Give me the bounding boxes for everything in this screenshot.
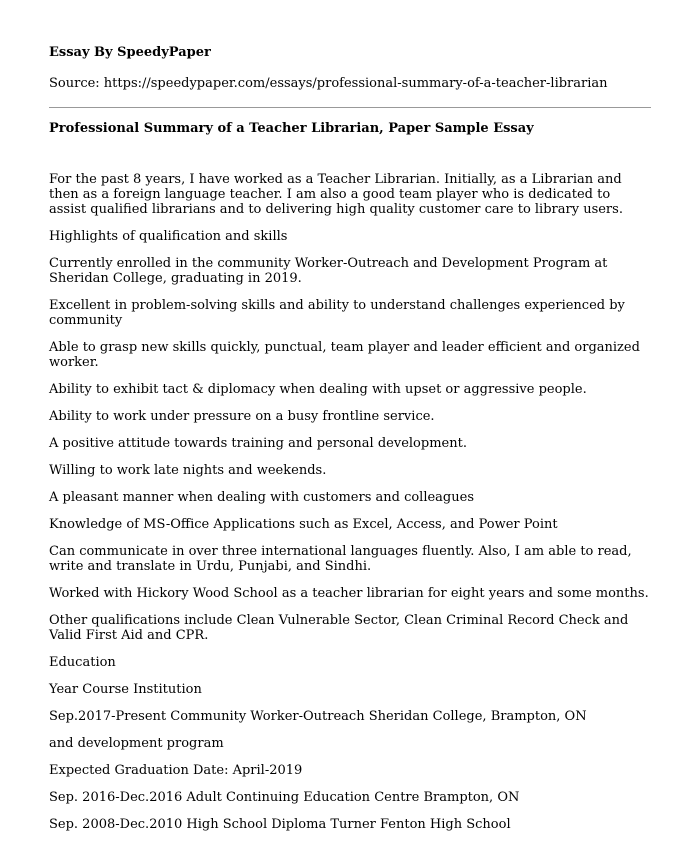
paragraph: Can communicate in over three international languages fluently. Also, I am able to read, write and translate in Urdu, Punjabi, and Sindhi. [49,544,632,574]
paragraph: A positive attitude towards training and personal development. [49,436,467,451]
education-row: Sep.2017-Present Community Worker-Outreach Sheridan College, Brampton, ON [49,709,587,724]
paragraph: Willing to work late nights and weekends. [49,463,327,478]
paragraph: Ability to work under pressure on a busy frontline service. [49,409,435,424]
essay-body [49,172,651,832]
paragraph: Able to grasp new skills quickly, punctual, team player and leader efficient and organized worker. [49,340,640,370]
paragraph-intro: For the past 8 years, I have worked as a Teacher Librarian. Initially, as a Librarian and then as a foreign language teacher. I am also a good team player who is dedicated to assist qualified librarians and to delivering high quality customer care to library users. [49,172,623,217]
header-divider [49,107,651,108]
essay-by-label: Essay By SpeedyPaper [49,45,211,60]
essay-title: Professional Summary of a Teacher Librarian, Paper Sample Essay [49,121,534,136]
paragraph: Knowledge of MS-Office Applications such as Excel, Access, and Power Point [49,517,558,532]
education-row: Sep. 2008-Dec.2010 High School Diploma Turner Fenton High School [49,817,511,832]
paragraph: Excellent in problem-solving skills and ability to understand challenges experienced by community [49,298,625,328]
paragraph: Currently enrolled in the community Worker-Outreach and Development Program at Sheridan College, graduating in 2019. [49,256,608,286]
paragraph-highlights-heading: Highlights of qualification and skills [49,229,288,244]
source-line: Source: https://speedypaper.com/essays/professional-summary-of-a-teacher-librarian [49,76,608,91]
education-graduation-date: Expected Graduation Date: April-2019 [49,763,303,778]
paragraph: A pleasant manner when dealing with customers and colleagues [49,490,474,505]
education-row-continuation: and development program [49,736,224,751]
paragraph: Worked with Hickory Wood School as a teacher librarian for eight years and some months. [49,586,649,601]
paragraph: Ability to exhibit tact & diplomacy when dealing with upset or aggressive people. [49,382,587,397]
paragraph-education-heading: Education [49,655,116,670]
education-table-header: Year Course Institution [49,682,202,697]
paragraph: Other qualifications include Clean Vulnerable Sector, Clean Criminal Record Check and Valid First Aid and CPR. [49,613,629,643]
education-row: Sep. 2016-Dec.2016 Adult Continuing Education Centre Brampton, ON [49,790,520,805]
